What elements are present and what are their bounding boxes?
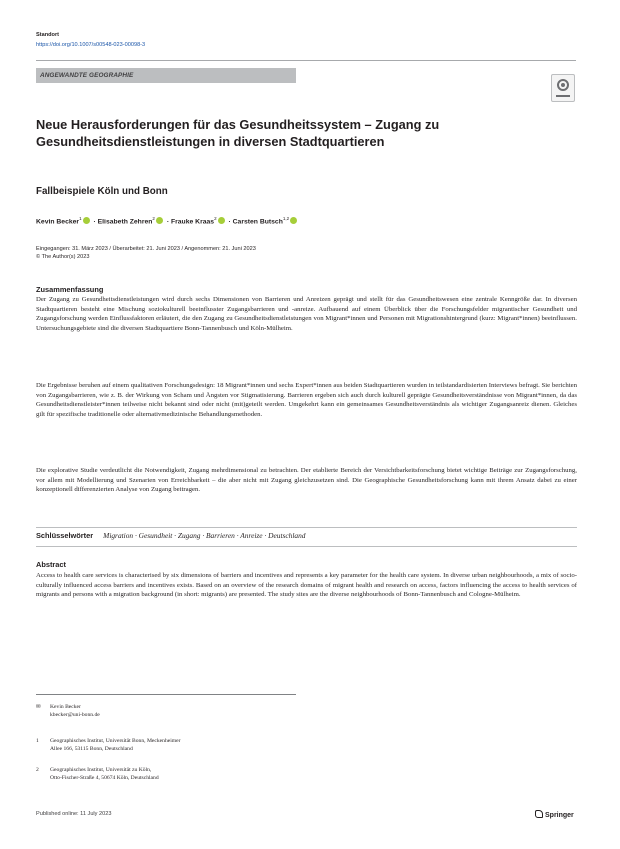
keywords-rule-bottom — [36, 546, 577, 547]
author-name[interactable]: Carsten Butsch — [232, 218, 283, 226]
affiliation-line: Geographisches Institut, Universität zu Köln, — [50, 767, 152, 773]
keywords — [36, 531, 306, 540]
copyright: © The Author(s) 2023 — [36, 254, 90, 260]
author-list — [36, 216, 299, 225]
author-name[interactable]: Kevin Becker — [36, 218, 80, 226]
keywords-rule-top — [36, 527, 577, 528]
abstract-de-heading: Zusammenfassung — [36, 285, 104, 294]
history-dates: Eingegangen: 31. März 2023 / Überarbeitet: 21. Juni 2023 / Angenommen: 21. Juni 2023 — [36, 246, 256, 252]
keywords-label: Schlüsselwörter — [36, 531, 94, 540]
orcid-icon[interactable] — [83, 217, 90, 224]
check-for-updates-icon[interactable] — [551, 74, 575, 102]
author-affiliation: 2 — [214, 216, 217, 221]
author-name[interactable]: Elisabeth Zehren — [97, 218, 153, 226]
orcid-icon[interactable] — [156, 217, 163, 224]
author-name[interactable]: Frauke Kraas — [170, 218, 215, 226]
article-subtitle: Fallbeispiele Köln und Bonn — [36, 186, 168, 197]
author-separator: · — [226, 218, 233, 226]
abstract-de-paragraph: Die explorative Studie verdeutlicht die Notwendigkeit, Zugang mehrdimensional zu betrachten. Der etablierte Bereich der Versichtbarkeitsforschung bietet wichtige Beiträge zur Zugangsforschung, vor allem mit Modellierung und Szenarien von Erreichbarkeit – die aber nicht mit Zugang gleichzusetzen sind. Die Geographische Gesundheitsforschung kann mit ihrem Ansatz dabei zu einer konzeptionell differenzierten Analyse von Zugang beitragen. — [36, 467, 577, 494]
author-affiliation: 2 — [152, 216, 155, 221]
corresponding-author — [36, 703, 100, 719]
mail-icon: ✉ — [36, 704, 41, 710]
author-separator: · — [164, 218, 171, 226]
keywords-list: Migration · Gesundheit · Zugang · Barrieren · Anreize · Deutschland — [103, 531, 306, 540]
orcid-icon[interactable] — [218, 217, 225, 224]
journal-name: Standort — [36, 32, 59, 38]
abstract-de-paragraph: Die Ergebnisse beruhen auf einem qualitativen Forschungsdesign: 18 Migrant*innen und sechs Expert*innen aus beiden Stadtquartieren wurden in teilstandardisierten Interviews befragt. Sie berichten von Zugangsbarrieren, wie z. B. der Wirkung von Scham und Ängsten vor Stigmatisierung. Barrieren ergeben sich auch durch kulturell geprägte Gesundheitsverständnisse von Migrant*innen, da das Gesundheitsdienstleister*innen teilweise nicht bekannt sind oder nicht (mit)geteilt werden. Umgekehrt kann ein gemeinsames Gesundheitsverständnis als wichtiger Zugangsanreiz dienen. Gleiches gilt für spezifische traditionelle oder alternativmedizinische Behandlungsmethoden. — [36, 382, 577, 419]
abstract-en-heading: Abstract — [36, 560, 66, 569]
affiliation-line: Otto-Fischer-Straße 4, 50674 Köln, Deutschland — [50, 775, 159, 781]
section-label: ANGEWANDTE GEOGRAPHIE — [40, 72, 134, 79]
contact-email[interactable]: kbecker@uni-bonn.de — [50, 712, 100, 718]
affiliation-line: Allee 166, 53115 Bonn, Deutschland — [50, 746, 133, 752]
author-separator: · — [91, 218, 98, 226]
affiliation-line: Geographisches Institut, Universität Bonn, Meckenheimer — [50, 738, 181, 744]
published-online: Published online: 11 July 2023 — [36, 811, 112, 817]
affiliation-number: 1 — [36, 738, 39, 744]
check-ring-icon — [557, 79, 569, 91]
affiliation-number: 2 — [36, 767, 39, 773]
affiliation-1 — [36, 737, 181, 753]
article-title: Neue Herausforderungen für das Gesundheitssystem – Zugang zu Gesundheitsdienstleistungen in diversen Stadtquartieren — [36, 117, 440, 149]
abstract-de-paragraph: Der Zugang zu Gesundheitsdienstleistungen wird durch sechs Dimensionen von Barrieren und Anreizen geprägt und stellt für das Gesundheitswesen eine zentrale Kenngröße dar. In diversen Stadtquartieren besteht eine Mischung soziokulturell beeinflusster Zugangsbarrieren und -anreize. Aufbauend auf einem Überblick über die Forschungsfelder migrantischer Gesundheit und Zugangsforschung werden Einflussfaktoren erläutert, die den Zugang zu Gesundheitsdienstleistungen von Migrant*innen und Personen mit Migrationshintergrund (kurz: Migrant*innen) beeinflussen. Untersuchungsgebiete sind die diversen Stadtquartiere Bonn-Tannenbusch und Köln-Mülheim. — [36, 296, 577, 333]
header-rule — [36, 60, 576, 61]
springer-horse-icon — [535, 810, 543, 818]
article-dates — [36, 245, 256, 261]
publisher-name: Springer — [545, 812, 574, 819]
author-affiliation: 1,2 — [282, 216, 290, 221]
publisher-logo[interactable] — [535, 810, 574, 819]
orcid-icon[interactable] — [290, 217, 297, 224]
contact-name: Kevin Becker — [50, 704, 81, 710]
footnote-rule — [36, 694, 296, 695]
affiliation-2 — [36, 766, 159, 782]
abstract-en-paragraph: Access to health care services is characterised by six dimensions of barriers and incentives and represents a key parameter for the health care system. In diverse urban neighbourhoods, a mix of socio-culturally influenced access barriers and incentives exists. Based on an overview of the research domains of migrant health and research on access, factors influencing the access to health services of migrants and persons with a migration background (in short: migrants) are presented. The study sites are the diverse neighbourhoods of Bonn-Tannenbusch and Cologne-Mülheim. — [36, 572, 577, 599]
section-bar — [36, 68, 296, 83]
author-affiliation: 1 — [79, 216, 82, 221]
check-bar-icon — [556, 95, 570, 97]
doi-link[interactable]: https://doi.org/10.1007/s00548-023-00098-3 — [36, 42, 146, 48]
